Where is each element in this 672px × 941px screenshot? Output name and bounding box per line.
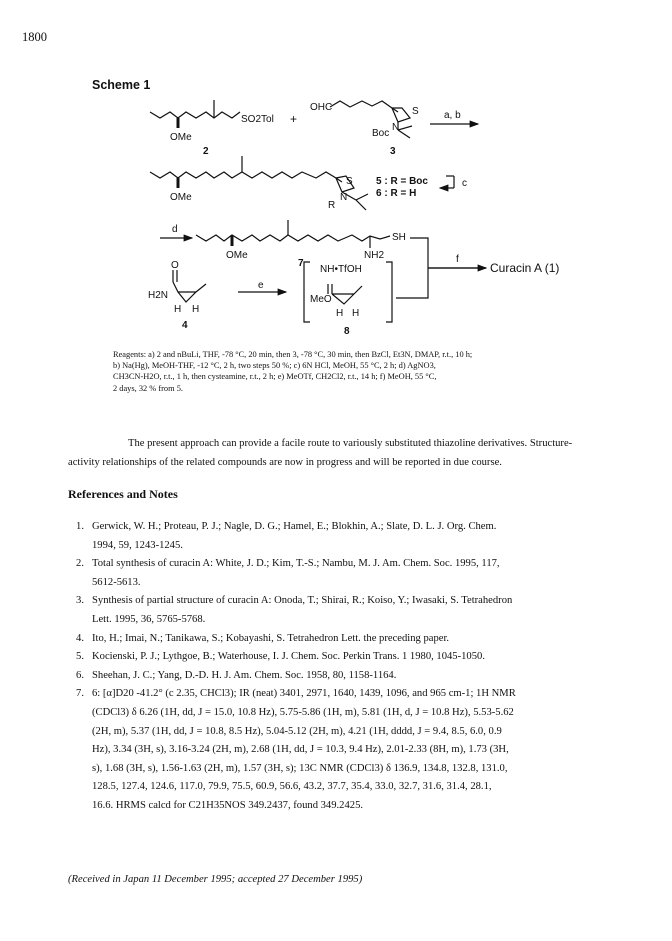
r-label: R: [328, 200, 336, 211]
reference-line: Total synthesis of curacin A: White, J. D.; Kim, T.-S.; Nambu, M. J. Am. Chem. Soc. 1995, 117,: [92, 558, 500, 570]
reference-line: Hz), 3.34 (3H, s), 3.16-3.24 (2H, m), 2.68 (1H, dd, J = 10.3, 9.4 Hz), 2.01-2.33 (8H, m), 1.73 (3H,: [92, 744, 509, 756]
boc-label: Boc: [372, 128, 390, 139]
reference-item: [58, 630, 638, 649]
h-label-4a: H: [174, 304, 182, 315]
received-note: (Received in Japan 11 December 1995; accepted 27 December 1995): [68, 874, 363, 885]
reference-line: Synthesis of partial structure of curacin A: Onoda, T.; Shirai, R.; Koiso, Y.; Iwasaki, S. Tetrahedron: [92, 595, 513, 607]
paragraph-line: The present approach can provide a facile route to variously substituted thiazoline derivatives. Structure-: [128, 438, 573, 449]
nh2-label: NH2: [364, 250, 385, 261]
reagents-line: 2 days, 32 % from 5.: [113, 383, 184, 393]
scheme-title: Scheme 1: [92, 78, 151, 92]
compound-4-label: 4: [182, 320, 188, 331]
ohc-label: OHC: [310, 102, 333, 113]
s-label-3: S: [412, 106, 419, 117]
h-label-4b: H: [192, 304, 200, 315]
n-label-5: N: [340, 192, 348, 203]
ome-label-5: OMe: [170, 192, 192, 203]
reference-line: 1994, 59, 1243-1245.: [92, 539, 183, 551]
reference-line: Kocienski, P. J.; Lythgoe, B.; Waterhouse, I. J. Chem. Soc. Perkin Trans. 1 1980, 1045-1050.: [92, 651, 485, 663]
reference-line: Gerwick, W. H.; Proteau, P. J.; Nagle, D. G.; Hamel, E.; Blokhin, A.; Slate, D. L. J. Org. Chem.: [92, 521, 497, 532]
compound-3-chain: [330, 101, 398, 112]
reaction-scheme: [0, 88, 672, 343]
reagents-line: CH3CN-H2O, r.t., 1 h, then cysteamine, r.t., 2 h; e) MeOTf, CH2Cl2, r.t., 14 h; f) MeOH, 55 °C,: [113, 372, 437, 382]
reference-number: 1.: [76, 521, 84, 532]
compound-5-label: 5 : R = Boc: [376, 176, 428, 187]
compound-2-label: 2: [203, 146, 209, 157]
reference-line: (2H, m), 5.37 (1H, dd, J = 10.8, 8.5 Hz), 5.04-5.12 (2H, m), 4.21 (1H, dddd, J = 9.4, 8.5, 6.0, 0.9: [92, 725, 502, 737]
sh-label: SH: [392, 232, 406, 243]
compound-8-structure: [332, 286, 362, 304]
compound-8-label: 8: [344, 326, 350, 337]
reference-number: 5.: [76, 651, 84, 663]
reference-line: Sheehan, J. C.; Yang, D.-D. H. J. Am. Chem. Soc. 1958, 80, 1158-1164.: [92, 669, 397, 681]
plus-sign: +: [290, 112, 298, 126]
reference-line: 128.5, 127.4, 124.6, 117.0, 79.9, 75.5, 60.9, 56.6, 43.2, 37.7, 35.4, 33.0, 32.7, 31.6, 31.4, 28.1,: [92, 781, 492, 793]
reagents-line: Reagents: a) 2 and nBuLi, THF, -78 °C, 20 min, then 3, -78 °C, 30 min, then BzCl, Et3N, DMAP, r.t., 10 h;: [113, 350, 473, 359]
h-label-8b: H: [352, 308, 360, 319]
reference-item: [58, 555, 638, 592]
body-paragraph: [68, 434, 628, 472]
reference-line: s), 1.68 (3H, s), 1.56-1.63 (2H, m), 1.57 (3H, s); 13C NMR (CDCl3) δ 136.9, 134.8, 132.8, 131.0,: [92, 762, 508, 774]
compound-4-structure: [173, 282, 206, 302]
compound-2-chain: [150, 112, 240, 118]
reference-number: 6.: [76, 669, 84, 681]
reference-number: 3.: [76, 595, 84, 607]
o-label-4: O: [171, 260, 179, 271]
references-list: [58, 518, 638, 816]
reference-number: 2.: [76, 558, 84, 570]
reference-line: 6: [α]D20 -41.2° (c 2.35, CHCl3); IR (neat) 3401, 2971, 1640, 1439, 1096, and 965 cm-1; 1H NMR: [92, 688, 516, 700]
reference-item: [58, 667, 638, 686]
ome-label-7: OMe: [226, 250, 248, 261]
arrow-ab-label: a, b: [444, 110, 461, 121]
arrow-e-label: e: [258, 280, 264, 291]
arrow-d-label: d: [172, 224, 178, 235]
reference-line: (CDCl3) δ 6.26 (1H, dd, J = 15.0, 10.8 Hz), 5.75-5.86 (1H, m), 5.81 (1H, d, J = 10.8 Hz), 5.53-5.62: [92, 706, 514, 718]
reagents-line: b) Na(Hg), MeOH-THF, -12 °C, 2 h, two steps 50 %; c) 6N HCl, MeOH, 55 °C, 2 h; d) AgNO3,: [113, 361, 436, 371]
reference-number: 7.: [76, 688, 84, 700]
h-label-8a: H: [336, 308, 344, 319]
compound-3-label: 3: [390, 146, 396, 157]
n-label-3: N: [392, 122, 400, 133]
so2tol-label: SO2Tol: [241, 114, 274, 125]
reference-line: 5612-5613.: [92, 576, 141, 588]
reference-line: Ito, H.; Imai, N.; Tanikawa, S.; Kobayashi, S. Tetrahedron Lett. the preceding paper.: [92, 632, 450, 644]
arrow-c-label: c: [462, 178, 467, 189]
reference-item: [58, 518, 638, 555]
ome-label-2: OMe: [170, 132, 192, 143]
h2n-label: H2N: [148, 290, 169, 301]
compound-6-label: 6 : R = H: [376, 188, 417, 199]
meo-label: MeO: [310, 294, 332, 305]
nh-tfoh-label: NH•TfOH: [320, 264, 362, 275]
references-heading: References and Notes: [68, 487, 178, 501]
compound-7-label: 7: [298, 258, 304, 269]
s-label-5: S: [346, 176, 353, 187]
reference-line: Lett. 1995, 36, 5765-5768.: [92, 613, 206, 625]
reference-item: [58, 592, 638, 629]
paragraph-line: activity relationships of the related compounds are now in progress and will be reported in due course.: [68, 457, 502, 468]
reference-item: [58, 648, 638, 667]
reference-number: 4.: [76, 632, 84, 644]
compound-7-chain: [196, 235, 390, 241]
curacin-a-label: Curacin A (1): [490, 261, 560, 275]
reagents-caption: [113, 349, 613, 394]
page-number: 1800: [22, 30, 47, 44]
reference-item: [58, 685, 638, 815]
reference-line: 16.6. HRMS calcd for C21H35NOS 349.2437, found 349.2425.: [92, 799, 364, 811]
arrow-f-label: f: [456, 254, 459, 265]
